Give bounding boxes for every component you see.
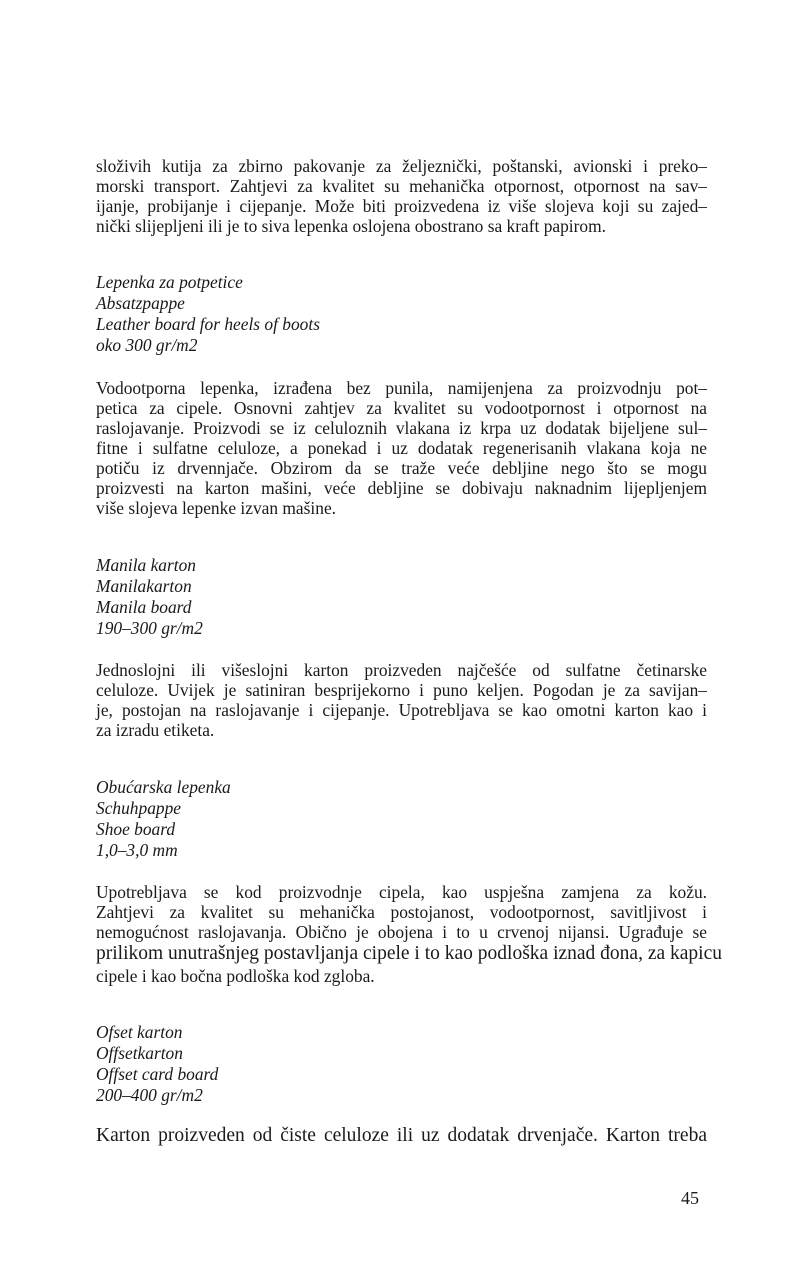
heading-line: Absatzpappe: [96, 293, 185, 313]
heading-line: Lepenka za potpetice: [96, 272, 243, 292]
heading-line: Manilakarton: [96, 576, 192, 596]
text-line: složivih kutija za zbirno pakovanje za željeznički, poštanski, avionski i preko–: [96, 156, 707, 176]
text-line: morski transport. Zahtjevi za kvalitet su mehanička otpornost, otpornost na sav–: [96, 176, 707, 196]
text-line: cipele i kao bočna podloška kod zgloba.: [96, 966, 375, 986]
heading-line: oko 300 gr/m2: [96, 335, 198, 355]
text-line: ijanje, probijanje i cijepanje. Može biti proizvedena iz više slojeva koji su zajed–: [96, 196, 707, 216]
text-line: Upotrebljava se kod proizvodnje cipela, kao uspješna zamjena za kožu.: [96, 882, 707, 902]
text-line: više slojeva lepenke izvan mašine.: [96, 498, 337, 518]
heading-line: Leather board for heels of boots: [96, 314, 320, 334]
text-line: celuloze. Uvijek je satiniran besprijekorno i puno keljen. Pogodan je za savijan–: [96, 680, 707, 700]
heading-line: Schuhpappe: [96, 798, 182, 818]
heading-line: Manila karton: [96, 555, 196, 575]
heading-line: Ofset karton: [96, 1022, 183, 1042]
heading-line: Offset card board: [96, 1064, 219, 1084]
heading-line: Offsetkarton: [96, 1043, 183, 1063]
text-line: prilikom unutrašnjeg postavljanja cipele i to kao podloška iznad đona, za kapicu: [96, 943, 722, 964]
text-line: Vodootporna lepenka, izrađena bez punila, namijenjena za proizvodnju pot–: [96, 378, 707, 398]
heading-line: 200–400 gr/m2: [96, 1085, 203, 1105]
heading-line: 1,0–3,0 mm: [96, 840, 178, 860]
heading-line: Manila board: [96, 597, 192, 617]
heading-line: Obućarska lepenka: [96, 777, 231, 797]
text-line: Zahtjevi za kvalitet su mehanička postojanost, vodootpornost, savitljivost i: [96, 902, 707, 922]
text-line: je, postojan na raslojavanje i cijepanje. Upotrebljava se kao omotni karton kao i: [96, 700, 707, 720]
text-line: raslojavanje. Proizvodi se iz celuloznih vlakana iz krpa uz dodatak bijeljene sul–: [96, 418, 707, 438]
page-number: 45: [681, 1188, 699, 1208]
text-line: proizvesti na karton mašini, veće debljine se dobivaju naknadnim lijepljenjem: [96, 478, 707, 498]
heading-line: Shoe board: [96, 819, 176, 839]
text-line: nemogućnost raslojavanja. Obično je obojena i to u crvenoj nijansi. Ugrađuje se: [96, 922, 707, 942]
text-line: Karton proizveden od čiste celuloze ili uz dodatak drvenjače. Karton treba: [96, 1125, 707, 1146]
text-line: Jednoslojni ili višeslojni karton proizveden najčešće od sulfatne četinarske: [96, 660, 707, 680]
text-line: petica za cipele. Osnovni zahtjev za kvalitet su vodootpornost i otpornost na: [96, 398, 707, 418]
text-line: za izradu etiketa.: [96, 720, 215, 740]
text-line: potiču iz drvennjače. Obzirom da se traže veće debljine nego što se mogu: [96, 458, 707, 478]
heading-line: 190–300 gr/m2: [96, 618, 203, 638]
text-line: fitne i sulfatne celuloze, a ponekad i uz dodatak regenerisanih vlakana koja ne: [96, 438, 707, 458]
text-line: nički slijepljeni ili je to siva lepenka oslojena obostrano sa kraft papirom.: [96, 216, 607, 236]
